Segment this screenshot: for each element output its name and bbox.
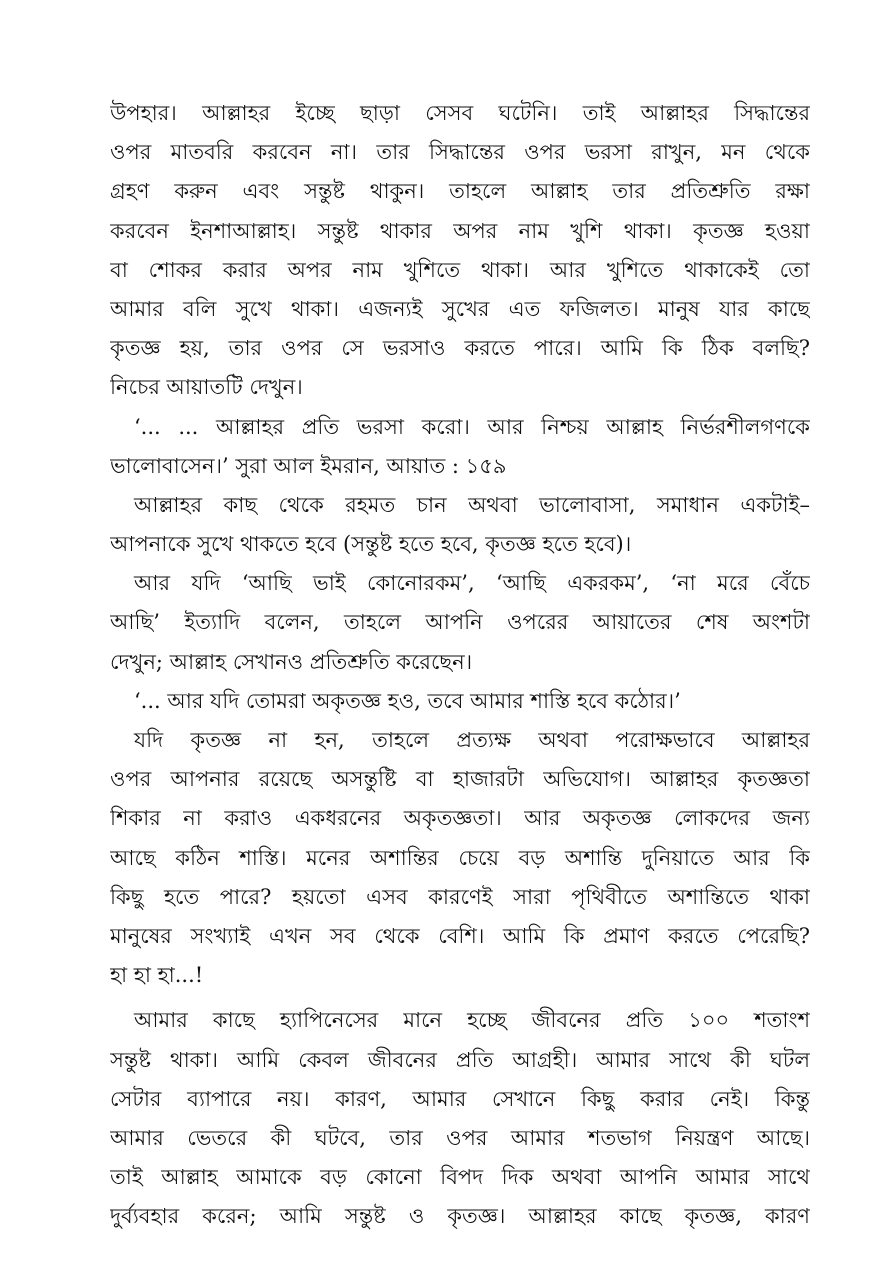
text-line: উপহার। আল্লাহর ইচ্ছে ছাড়া সেসব ঘটেনি। তাই আল্লাহর সিদ্ধান্তের (110, 101, 810, 125)
text-line: নিচের আয়াতটি দেখুন। (110, 375, 303, 400)
text-line: শিকার না করাও একধরনের অকৃতজ্ঞতা। আর অকৃতজ্ঞ লোকদের জন্য (110, 806, 810, 831)
text-line: গ্রহণ করুন এবং সন্তুষ্ট থাকুন। তাহলে আল্লাহ তার প্রতিশ্রুতি রক্ষা (110, 179, 810, 204)
quote-line: ‘... আর যদি তোমরা অকৃতজ্ঞ হও, তবে আমার শাস্তি হবে কঠোর।’ (134, 688, 681, 713)
text-line: আছে কঠিন শাস্তি। মনের অশান্তির চেয়ে বড় অশান্তি দুনিয়াতে আর কি (110, 845, 810, 870)
text-line: কৃতজ্ঞ হয়, তার ওপর সে ভরসাও করতে পারে। আমি কি ঠিক বলছি? (110, 336, 810, 361)
text-line: সেটার ব্যাপারে নয়। কারণ, আমার সেখানে কিছু করার নেই। কিন্তু (110, 1086, 810, 1111)
text-line: দেখুন; আল্লাহ সেখানও প্রতিশ্রুতি করেছেন। (110, 649, 473, 674)
text-line: ওপর আপনার রয়েছে অসন্তুষ্টি বা হাজারটা অভিযোগ। আল্লাহর কৃতজ্ঞতা (110, 767, 810, 792)
text-line: আমার কাছে হ্যাপিনেসের মানে হচ্ছে জীবনের প্রতি ১০০ শতাংশ (134, 1008, 810, 1033)
text-line: মানুষের সংখ্যাই এখন সব থেকে বেশি। আমি কি প্রমাণ করতে পেরেছি? (110, 923, 810, 948)
text-line: আমার বলি সুখে থাকা। এজন্যই সুখের এত ফজিলত। মানুষ যার কাছে (110, 296, 810, 321)
text-line: আর যদি ‘আছি ভাই কোনোরকম’, ‘আছি একরকম’, ‘না মরে বেঁচে (134, 571, 810, 596)
text-line: ওপর মাতবরি করবেন না। তার সিদ্ধান্তের ওপর ভরসা রাখুন, মন থেকে (110, 140, 810, 165)
text-line: আপনাকে সুখে থাকতে হবে (সন্তুষ্ট হতে হবে, কৃতজ্ঞ হতে হবে)। (110, 532, 632, 557)
text-line: দুর্ব্যবহার করেন; আমি সন্তুষ্ট ও কৃতজ্ঞ। আল্লাহর কাছে কৃতজ্ঞ, কারণ (110, 1204, 810, 1229)
text-line: কিছু হতে পারে? হয়তো এসব কারণেই সারা পৃথিবীতে অশান্তিতে থাকা (110, 884, 810, 909)
text-line: করবেন ইনশাআল্লাহ। সন্তুষ্ট থাকার অপর নাম খুশি থাকা। কৃতজ্ঞ হওয়া (110, 218, 810, 243)
quote-line: ‘... ... আল্লাহর প্রতি ভরসা করো। আর নিশ্চয় আল্লাহ নির্ভরশীলগণকে (134, 414, 810, 439)
text-line: যদি কৃতজ্ঞ না হন, তাহলে প্রত্যক্ষ অথবা পরোক্ষভাবে আল্লাহর (134, 728, 810, 752)
text-line: সন্তুষ্ট থাকা। আমি কেবল জীবনের প্রতি আগ্রহী। আমার সাথে কী ঘটল (110, 1047, 810, 1072)
text-line: আছি’ ইত্যাদি বলেন, তাহলে আপনি ওপরের আয়াতের শেষ অংশটা (110, 610, 810, 635)
body-text (110, 94, 810, 1236)
text-line: আল্লাহর কাছ থেকে রহমত চান অথবা ভালোবাসা, সমাধান একটাই– (134, 492, 810, 517)
text-line: হা হা হা...! (110, 963, 204, 988)
text-line: তাই আল্লাহ আমাকে বড় কোনো বিপদ দিক অথবা আপনি আমার সাথে (110, 1165, 810, 1190)
quote-citation: ভালোবাসেন।’ সুরা আল ইমরান, আয়াত : ১৫৯ (110, 453, 507, 478)
text-line: বা শোকর করার অপর নাম খুশিতে থাকা। আর খুশিতে থাকাকেই তো (110, 257, 810, 282)
text-line: আমার ভেতরে কী ঘটবে, তার ওপর আমার শতভাগ নিয়ন্ত্রণ আছে। (110, 1125, 810, 1150)
